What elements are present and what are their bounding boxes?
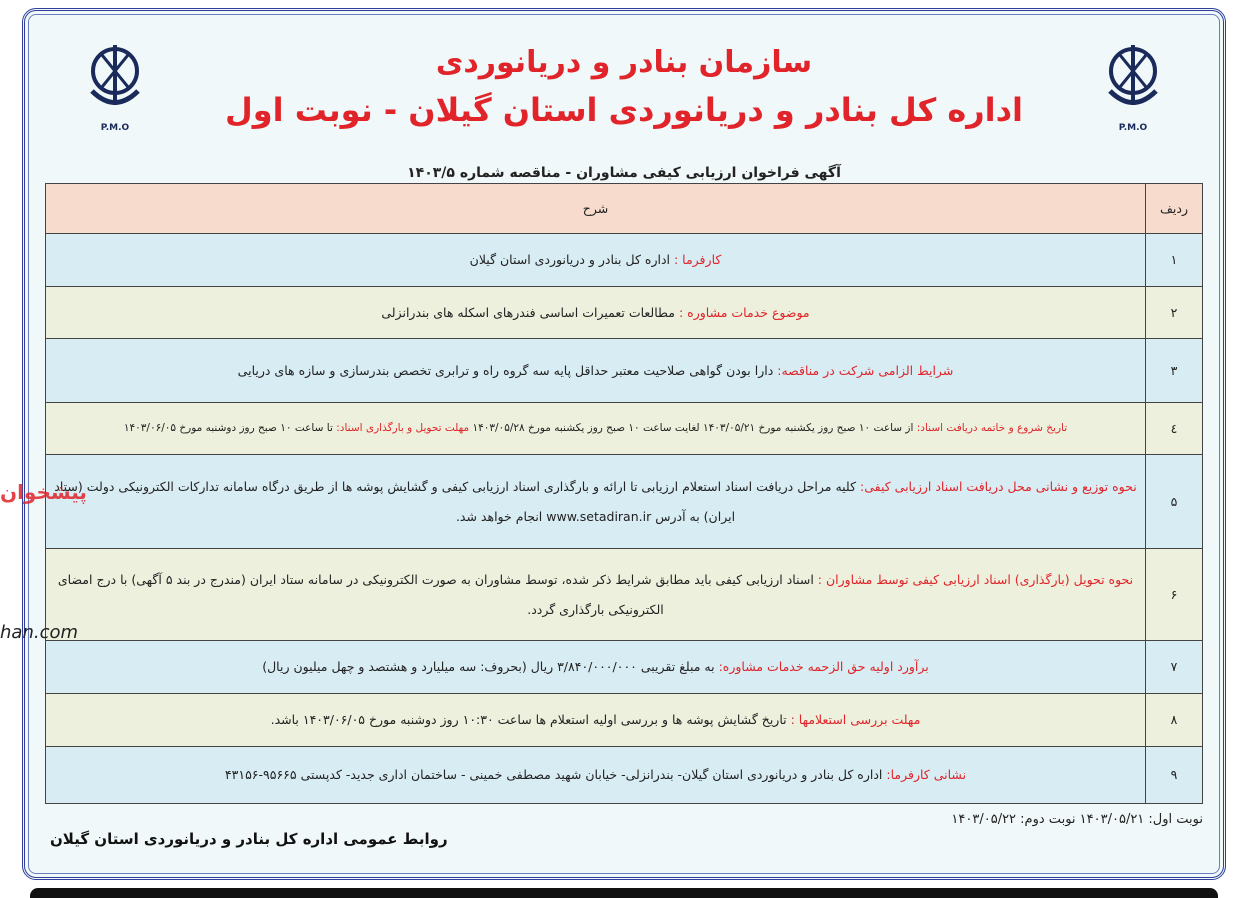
row-text: کلیه مراحل دریافت اسناد استعلام ارزیابی تا ارائه و بارگذاری اسناد ارزیابی کیفی و گشایش پوشه ها از طریق درگاه سامانه تدارکات الکترونیکی دولت (ستاد ایران) به آدرس www.setadiran.ir انجام خواهد شد. bbox=[54, 478, 860, 524]
row-key: نشانی کارفرما: bbox=[886, 767, 967, 782]
logo-text: P.M.O bbox=[100, 123, 130, 133]
row-key: کارفرما : bbox=[673, 252, 722, 267]
row-key: شرایط الزامی شرکت در مناقصه: bbox=[777, 362, 954, 378]
row-number: ۵ bbox=[1146, 455, 1203, 549]
table-row bbox=[46, 339, 1203, 403]
row-number: ۱ bbox=[1146, 234, 1203, 287]
row-key: تاریخ شروع و خاتمه دریافت اسناد: bbox=[916, 421, 1068, 434]
side-watermark: پیشخوان bbox=[0, 480, 87, 504]
table-row bbox=[46, 234, 1203, 287]
public-relations-signature: روابط عمومی اداره کل بنادر و دریانوردی استان گیلان bbox=[50, 830, 448, 848]
row-key: نحوه توزیع و نشانی محل دریافت اسناد ارزیابی کیفی: bbox=[860, 478, 1137, 494]
header-description: شرح bbox=[46, 184, 1146, 234]
row-number: ۹ bbox=[1146, 747, 1203, 804]
notice-subtitle: آگهی فراخوان ارزیابی کیفی مشاوران - مناقصه شماره ۱۴۰۳/۵ bbox=[407, 165, 841, 181]
bottom-bar bbox=[30, 888, 1218, 898]
row-text: به مبلغ تقریبی ۳/۸۴۰/۰۰۰/۰۰۰ ریال (بحروف: سه میلیارد و هشتصد و چهل میلیون ریال) bbox=[262, 659, 719, 674]
notice-table bbox=[45, 183, 1203, 804]
row-text-deadline: تا ساعت ۱۰ صبح روز دوشنبه مورخ ۱۴۰۳/۰۶/۰۵ bbox=[123, 421, 337, 434]
table-header bbox=[46, 184, 1203, 234]
table-row bbox=[46, 549, 1203, 641]
table-row bbox=[46, 694, 1203, 747]
row-number: ٤ bbox=[1146, 403, 1203, 455]
row-key-deadline: مهلت تحویل و بارگذاری اسناد: bbox=[336, 421, 470, 434]
org-title: سازمان بنادر و دریانوردی bbox=[435, 45, 813, 80]
publication-dates: نوبت اول: ۱۴۰۳/۰۵/۲۱ نوبت دوم: ۱۴۰۳/۰۵/۲۲ bbox=[951, 812, 1203, 827]
row-text: اداره کل بنادر و دریانوردی استان گیلان- بندرانزلی- خیابان شهید مصطفی خمینی - ساختمان اداری جدید- کدپستی ۹۵۶۶۵-۴۳۱۵۶ bbox=[224, 767, 887, 782]
row-text: از ساعت ۱۰ صبح روز یکشنبه مورخ ۱۴۰۳/۰۵/۲۱ لغایت ساعت ۱۰ صبح روز یکشنبه مورخ ۱۴۰۳/۰۵/۲۸ bbox=[469, 421, 917, 434]
row-text: تاریخ گشایش پوشه ها و بررسی اولیه استعلام ها ساعت ۱۰:۳۰ روز دوشنبه مورخ ۱۴۰۳/۰۶/۰۵ باشد. bbox=[270, 712, 791, 727]
row-number: ۸ bbox=[1146, 694, 1203, 747]
row-number: ۳ bbox=[1146, 339, 1203, 403]
row-text: دارا بودن گواهی صلاحیت معتبر حداقل پایه سه گروه راه و ترابری تخصص بندرسازی و سازه های دریایی bbox=[237, 362, 778, 378]
table-row bbox=[46, 747, 1203, 804]
row-number: ۶ bbox=[1146, 549, 1203, 641]
dept-title: اداره کل بنادر و دریانوردی استان گیلان - نوبت اول bbox=[224, 91, 1024, 129]
table-row bbox=[46, 641, 1203, 694]
row-key: برآورد اولیه حق الزحمه خدمات مشاوره: bbox=[718, 659, 929, 674]
row-number: ۲ bbox=[1146, 287, 1203, 339]
table-row bbox=[46, 403, 1203, 455]
row-key: موضوع خدمات مشاوره : bbox=[678, 304, 810, 320]
row-text: اسناد ارزیابی کیفی باید مطابق شرایط ذکر شده، توسط مشاوران به صورت الکترونیکی در سامانه ستاد ایران (مندرج در بند ۵ آگهی) با درج امضای الکترونیکی بارگذاری گردد. bbox=[57, 571, 818, 617]
table-row bbox=[46, 287, 1203, 339]
row-text: اداره کل بنادر و دریانوردی استان گیلان bbox=[469, 252, 674, 267]
row-key: نحوه تحویل (بارگذاری) اسناد ارزیابی کیفی توسط مشاوران : bbox=[817, 571, 1134, 587]
table-row bbox=[46, 455, 1203, 549]
side-watermark-url: han.com bbox=[0, 622, 79, 643]
header-row-number: ردیف bbox=[1146, 184, 1203, 234]
logo-text: P.M.O bbox=[1118, 123, 1148, 133]
row-key: مهلت بررسی استعلامها : bbox=[790, 712, 921, 727]
row-text: مطالعات تعمیرات اساسی فندرهای اسکله های بندرانزلی bbox=[381, 304, 679, 320]
row-number: ۷ bbox=[1146, 641, 1203, 694]
